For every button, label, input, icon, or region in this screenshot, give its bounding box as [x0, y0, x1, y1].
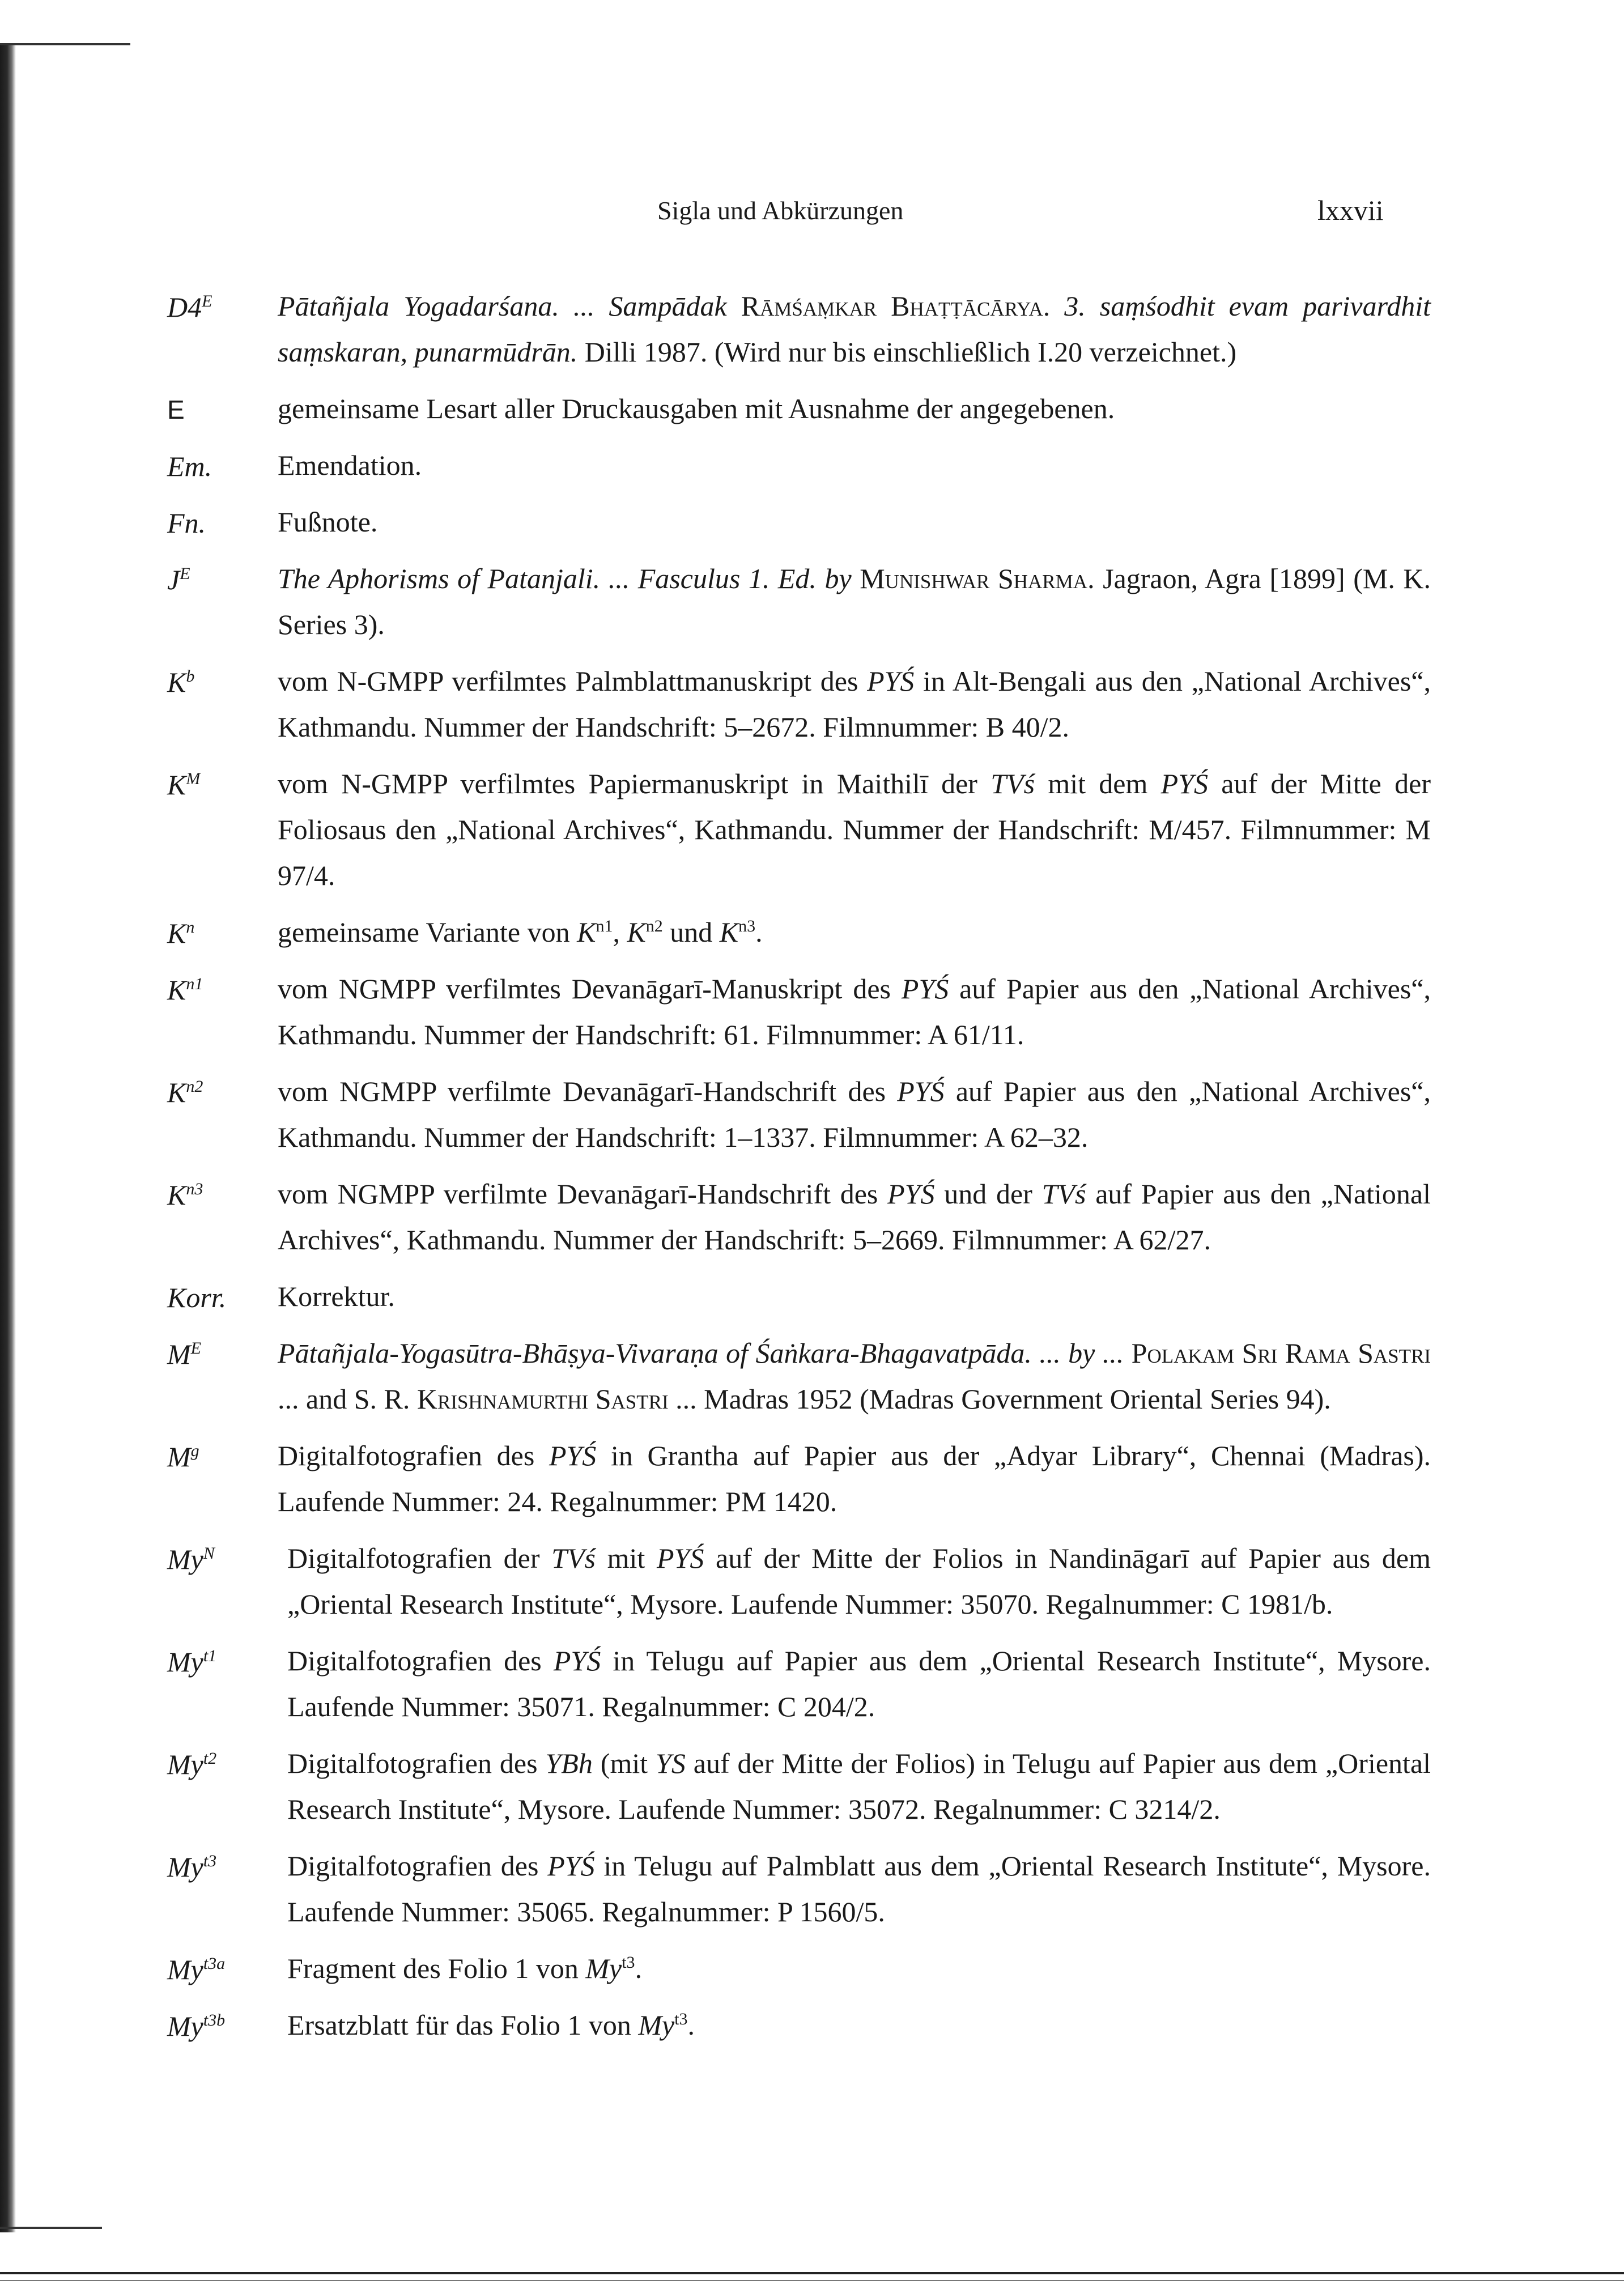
sigla-entry [167, 1946, 1431, 1992]
siglum-base: K [167, 769, 186, 801]
description-text: in Telugu auf Palmblatt aus dem „Oriental Research Institute“, Mysore. Laufende Nummer: 35065. Regalnummer: P 1560/5. [287, 1850, 1431, 1928]
sigla-entry [167, 761, 1431, 899]
description-text: PYŚ [1160, 768, 1208, 799]
siglum [167, 2003, 225, 2049]
siglum-superscript: n [186, 918, 195, 937]
siglum-base: K [167, 1077, 186, 1108]
sigla-entry [167, 499, 1431, 545]
description-text: Pātañjala-Yogasūtra-Bhāṣya-Vivaraṇa of Śaṅkara-Bhagavatpāda. ... by ... [278, 1337, 1124, 1369]
page-number: lxxvii [1317, 194, 1384, 226]
siglum-superscript: E [190, 1339, 201, 1358]
siglum-superscript: E [202, 292, 212, 310]
description-text: Digitalfotografien des [287, 1645, 554, 1677]
description-text: My [585, 1952, 622, 1984]
description-text: in Grantha auf Papier aus der „Adyar Library“, Chennai (Madras). Laufende Nummer: 24. Regalnummer: PM 1420. [278, 1440, 1431, 1517]
siglum-description [287, 1946, 1431, 1992]
description-text: auf Papier aus den „National Archives“, Kathmandu. Nummer der Handschrift: 61. Filmnummer: A 61/11. [278, 973, 1431, 1050]
sigla-entry [167, 658, 1431, 750]
description-text: vom NGMPP verfilmte Devanāgarī-Handschrift des [278, 1075, 898, 1107]
sigla-entry [167, 1330, 1431, 1422]
siglum-description [278, 761, 1431, 899]
sigla-entry [167, 1433, 1431, 1525]
siglum-base: E [167, 395, 185, 424]
sigla-entry [167, 909, 1431, 955]
siglum-superscript: n1 [186, 975, 203, 993]
sigla-entry [167, 1274, 1431, 1320]
siglum-base: My [167, 1749, 203, 1780]
description-text: PYŚ [553, 1645, 601, 1677]
sigla-list [167, 283, 1431, 2059]
siglum [167, 1331, 201, 1377]
description-text: t3 [674, 2010, 688, 2028]
siglum-description [278, 499, 1431, 545]
description-text: PYŚ [547, 1850, 595, 1882]
description-text: The Aphorisms of Patanjali. ... Fasculus 1. Ed. by [278, 563, 860, 594]
description-text: vom N-GMPP verfilmtes Papiermanuskript in Maithilī der [278, 768, 991, 799]
sigla-entry [167, 283, 1431, 375]
description-text: . Jagraon, Agra [1899] (M. K. Series 3). [278, 563, 1431, 640]
siglum-superscript: n3 [186, 1180, 203, 1198]
siglum-description [278, 1069, 1431, 1160]
description-text: TVś [551, 1542, 596, 1574]
description-text: YS [656, 1747, 686, 1779]
sigla-entry [167, 1535, 1431, 1627]
siglum-superscript: E [180, 564, 190, 583]
siglum-superscript: t3b [203, 2011, 226, 2030]
siglum [167, 967, 203, 1013]
siglum-description [278, 1330, 1431, 1422]
siglum-base: Fn. [167, 507, 206, 539]
description-text: (mit [592, 1747, 656, 1779]
sigla-entry [167, 556, 1431, 648]
scan-bottom-rule [0, 2272, 1624, 2281]
description-text: Fußnote. [278, 506, 378, 538]
siglum-base: My [167, 1646, 203, 1678]
siglum-superscript: t1 [203, 1647, 217, 1665]
sigla-entry [167, 1171, 1431, 1263]
siglum-description [278, 283, 1431, 375]
description-text: in Alt-Bengali aus den „National Archives“, Kathmandu. Nummer der Handschrift: 5–2672. Filmnummer: B 40/2. [278, 665, 1431, 743]
description-text: gemeinsame Variante von [278, 916, 577, 948]
siglum-description [287, 2002, 1431, 2048]
description-text: n3 [738, 917, 756, 935]
siglum [167, 444, 212, 490]
description-text: n2 [645, 917, 663, 935]
description-text: Digitalfotografien des [278, 1440, 549, 1471]
siglum-description [278, 1433, 1431, 1525]
description-text: Rāmśaṃkar Bhaṭṭācārya [741, 290, 1043, 322]
description-text: Fragment des Folio 1 von [287, 1952, 586, 1984]
description-text: YBh [545, 1747, 593, 1779]
description-text: . [635, 1952, 643, 1984]
sigla-entry [167, 1741, 1431, 1832]
siglum-base: K [167, 917, 186, 949]
siglum-description [278, 658, 1431, 750]
description-text: Polakam Sri Rama Sastri [1131, 1337, 1431, 1369]
siglum-description [278, 386, 1431, 432]
description-text: 3. saṃśodhit evam parivardhit saṃskaran, punarmūdrān. [278, 290, 1431, 368]
siglum [167, 762, 200, 808]
siglum [167, 1275, 226, 1321]
description-text: auf der Mitte der Folios in Nandināgarī auf Papier aus dem „Oriental Research Institute“, Mysore. Laufende Nummer: 35070. Regalnummer: C 1981/b. [287, 1542, 1431, 1620]
description-text: vom NGMPP verfilmte Devanāgarī-Handschrift des [278, 1178, 888, 1210]
sigla-entry [167, 443, 1431, 488]
siglum-superscript: t2 [203, 1749, 217, 1768]
description-text: in Telugu auf Papier aus dem „Oriental Research Institute“, Mysore. Laufende Nummer: 35071. Regalnummer: C 204/2. [287, 1645, 1431, 1722]
siglum-superscript: n2 [186, 1077, 203, 1096]
siglum-description [287, 1535, 1431, 1627]
siglum [167, 387, 185, 433]
siglum-description [278, 1274, 1431, 1320]
description-text: Digitalfotografien der [287, 1542, 552, 1574]
description-text: TVś [1041, 1178, 1086, 1210]
siglum-superscript: t3 [203, 1852, 217, 1870]
description-text: Ersatzblatt für das Folio 1 von [287, 2009, 639, 2041]
siglum-description [278, 1171, 1431, 1263]
scan-edge-bottom-mark [0, 2227, 102, 2229]
description-text: Emendation. [278, 449, 422, 481]
description-text: ... Madras 1952 (Madras Government Oriental Series 94). [668, 1383, 1331, 1415]
description-text: Pātañjala Yogadarśana. ... Sampādak [278, 290, 741, 322]
siglum [167, 1844, 216, 1890]
description-text: K [577, 916, 596, 948]
siglum-base: Korr. [167, 1282, 227, 1313]
description-text: K [627, 916, 646, 948]
siglum-superscript: t3a [203, 1954, 226, 1973]
siglum-base: M [167, 1338, 191, 1370]
description-text: TVś [990, 768, 1035, 799]
siglum-description [287, 1638, 1431, 1730]
description-text: vom N-GMPP verfilmtes Palmblattmanuskript des [278, 665, 868, 697]
description-text: , [613, 916, 627, 948]
description-text: PYŚ [867, 665, 915, 697]
siglum-description [287, 1843, 1431, 1935]
description-text: n1 [596, 917, 613, 935]
sigla-entry [167, 386, 1431, 432]
siglum-base: My [167, 2010, 203, 2042]
description-text: PYŚ [657, 1542, 704, 1574]
siglum-description [287, 1741, 1431, 1832]
description-text [1124, 1337, 1131, 1369]
siglum-base: D4 [167, 291, 202, 323]
description-text: K [719, 916, 739, 948]
scan-page-edge [0, 45, 16, 2232]
description-text: mit [595, 1542, 657, 1574]
description-text: . [755, 916, 763, 948]
siglum-description [278, 966, 1431, 1058]
scan-edge-top-mark [0, 43, 130, 45]
description-text: auf Papier aus den „National Archives“, Kathmandu. Nummer der Handschrift: 1–1337. Filmnummer: A 62–32. [278, 1075, 1431, 1153]
description-text: mit dem [1035, 768, 1161, 799]
siglum-superscript: N [203, 1544, 215, 1563]
siglum [167, 1742, 216, 1788]
siglum [167, 1070, 203, 1116]
description-text: PYŚ [549, 1440, 597, 1471]
siglum [167, 557, 190, 603]
siglum-description [278, 909, 1431, 955]
siglum-description [278, 443, 1431, 488]
description-text: PYŚ [887, 1178, 935, 1210]
description-text: . [1043, 290, 1065, 322]
siglum-base: J [167, 564, 180, 595]
siglum-superscript: b [186, 667, 195, 686]
sigla-entry [167, 1069, 1431, 1160]
siglum-base: Em. [167, 450, 212, 482]
siglum-superscript: g [190, 1441, 199, 1460]
description-text: . [687, 2009, 695, 2041]
siglum-base: My [167, 1851, 203, 1883]
sigla-entry [167, 966, 1431, 1058]
description-text: PYŚ [897, 1075, 945, 1107]
siglum-description [278, 556, 1431, 648]
siglum [167, 1172, 203, 1218]
sigla-entry [167, 2002, 1431, 2048]
description-text: t3 [622, 1953, 635, 1972]
siglum [167, 660, 194, 705]
siglum-base: K [167, 1179, 186, 1211]
siglum [167, 911, 194, 956]
siglum-base: My [167, 1954, 203, 1985]
description-text: Digitalfotografien des [287, 1850, 548, 1882]
description-text: Korrektur. [278, 1280, 395, 1312]
description-text: PYŚ [901, 973, 949, 1005]
description-text: auf der Mitte der Foliosaus den „National Archives“, Kathmandu. Nummer der Handschrift: M/457. Filmnummer: M 97/4. [278, 768, 1431, 891]
description-text: Dilli 1987. (Wird nur bis einschließlich I.20 verzeichnet.) [577, 336, 1237, 368]
siglum [167, 1947, 225, 1993]
description-text: vom NGMPP verfilmtes Devanāgarī-Manuskript des [278, 973, 902, 1005]
description-text: auf Papier aus den „National Archives“, Kathmandu. Nummer der Handschrift: 5–2669. Filmnummer: A 62/27. [278, 1178, 1431, 1256]
siglum-base: K [167, 974, 186, 1006]
sigla-entry [167, 1638, 1431, 1730]
siglum [167, 1639, 216, 1685]
siglum-superscript: M [186, 769, 201, 788]
description-text: ... and S. R. [278, 1383, 417, 1415]
siglum [167, 1537, 215, 1582]
siglum [167, 284, 212, 330]
sigla-entry [167, 1843, 1431, 1935]
siglum [167, 500, 206, 546]
siglum [167, 1434, 199, 1480]
description-text: Digitalfotografien des [287, 1747, 546, 1779]
description-text: gemeinsame Lesart aller Druckausgaben mit Ausnahme der angegebenen. [278, 393, 1115, 424]
running-title: Sigla und Abkürzungen [657, 196, 904, 225]
description-text: auf der Mitte der Folios) in Telugu auf Papier aus dem „Oriental Research Institute“, Mysore. Laufende Nummer: 35072. Regalnummer: C 3214/2. [287, 1747, 1431, 1825]
description-text: Krishnamurthi Sastri [416, 1383, 669, 1415]
siglum-base: My [167, 1543, 203, 1575]
siglum-base: K [167, 666, 186, 698]
description-text: und der [934, 1178, 1042, 1210]
description-text: My [638, 2009, 675, 2041]
siglum-base: M [167, 1441, 191, 1473]
description-text: und [662, 916, 720, 948]
description-text: Munishwar Sharma [860, 563, 1088, 594]
